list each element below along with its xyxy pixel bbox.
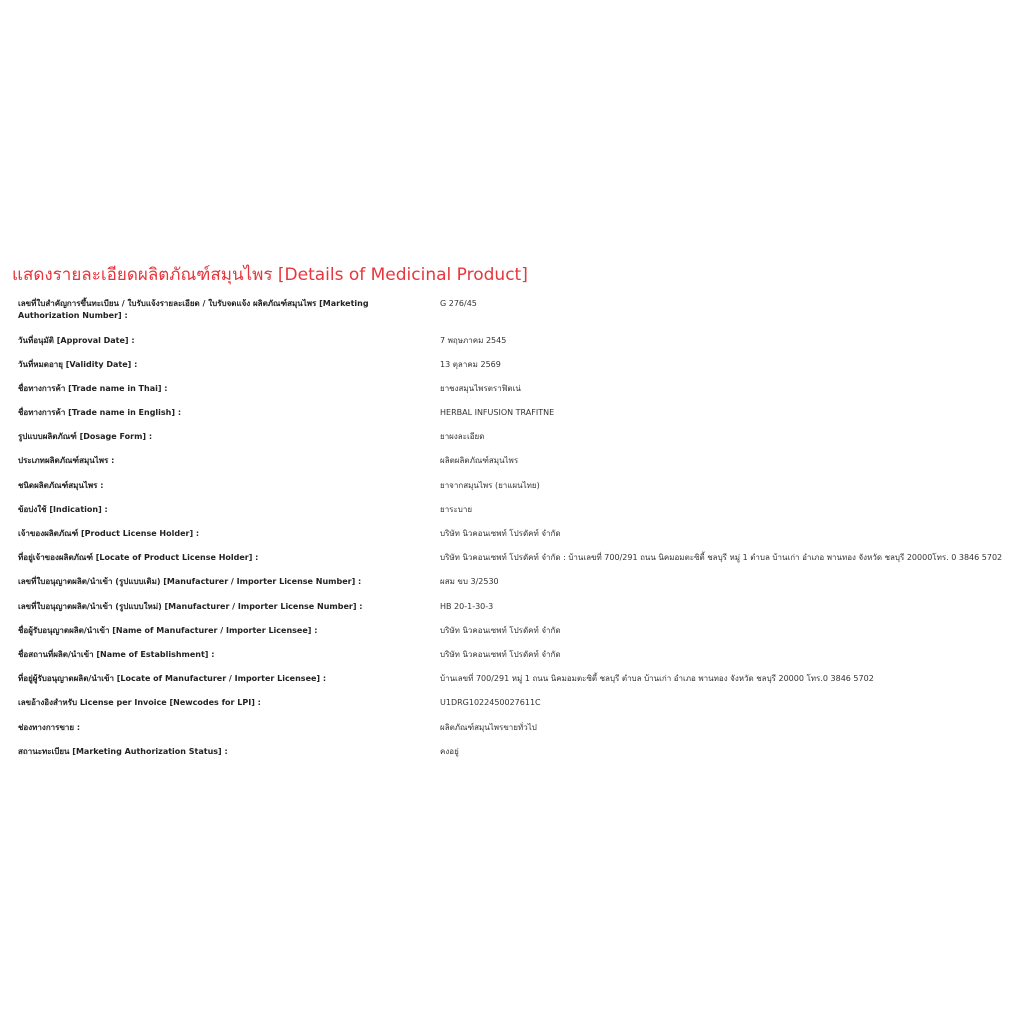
detail-row [18,453,1018,477]
row-value: ยาผงละเอียด [440,432,485,442]
row-value: ยาระบาย [440,504,473,514]
detail-row [18,478,1018,502]
detail-row [18,671,1018,695]
detail-row [18,381,1018,405]
row-value: ผสม ขบ 3/2530 [440,577,499,587]
row-label: ชื่อผู้รับอนุญาตผลิต/นำเข้า [Name of Manufacturer / Importer Licensee] : [18,625,318,635]
detail-row [18,333,1018,357]
row-value: บริษัท นิวคอนเซพท์ โปรดัคท์ จำกัด [440,529,561,538]
row-value: บริษัท นิวคอนเซพท์ โปรดัคท์ จำกัด [440,625,561,635]
row-value: ยาชงสมุนไพรตราฟิตเน่ [440,383,521,393]
row-label: ชื่อทางการค้า [Trade name in English] : [18,408,182,418]
row-value: ยาจากสมุนไพร (ยาแผนไทย) [440,480,540,490]
row-label: ข้อบ่งใช้ [Indication] : [18,504,108,514]
row-label: ชื่อสถานที่ผลิต/นำเข้า [Name of Establishment] : [18,649,215,659]
detail-row [18,296,1018,333]
row-label: เลขที่ใบสำคัญการขึ้นทะเบียน / ใบรับแจ้งรายละเอียด / ใบรับจดแจ้ง ผลิตภัณฑ์สมุนไพร [Marketing Authorization Number] : [18,299,369,320]
row-value: HERBAL INFUSION TRAFITNE [440,408,555,418]
detail-row [18,405,1018,429]
row-label: วันที่หมดอายุ [Validity Date] : [18,359,138,369]
detail-row [18,502,1018,526]
detail-row [18,526,1018,550]
row-label: วันที่อนุมัติ [Approval Date] : [18,335,135,345]
row-label: สถานะทะเบียน [Marketing Authorization Status] : [18,746,228,756]
detail-row [18,429,1018,453]
row-value: 7 พฤษภาคม 2545 [440,335,507,345]
row-label: ที่อยู่เจ้าของผลิตภัณฑ์ [Locate of Product License Holder] : [18,553,259,563]
row-value: 13 ตุลาคม 2569 [440,359,501,369]
detail-row [18,574,1018,598]
row-value: ผลิตภัณฑ์สมุนไพรขายทั่วไป [440,722,537,732]
detail-row [18,550,1018,574]
details-list [18,296,1018,768]
row-label: เลขที่ใบอนุญาตผลิต/นำเข้า (รูปแบบใหม่) [Manufacturer / Importer License Number] : [18,601,363,611]
detail-row [18,695,1018,719]
row-value: คงอยู่ [440,746,459,756]
detail-row [18,623,1018,647]
row-label: เจ้าของผลิตภัณฑ์ [Product License Holder] : [18,529,200,538]
row-value: บริษัท นิวคอนเซพท์ โปรดัคท์ จำกัด : บ้านเลขที่ 700/291 ถนน นิคมอมตะซิตี้ ชลบุรี หมู่ 1 ตำบล บ้านเก่า อำเภอ พานทอง จังหวัด ชลบุรี 20000โทร. 0 3846 5702 [440,553,1003,563]
row-label: ชื่อทางการค้า [Trade name in Thai] : [18,383,168,393]
row-label: ประเภทผลิตภัณฑ์สมุนไพร : [18,456,115,466]
row-label: ช่องทางการขาย : [18,722,81,732]
page-title: แสดงรายละเอียดผลิตภัณฑ์สมุนไพร [Details of Medicinal Product] [12,265,528,285]
detail-row [18,647,1018,671]
detail-row [18,599,1018,623]
detail-row [18,357,1018,381]
detail-row [18,744,1018,768]
row-value: บริษัท นิวคอนเซพท์ โปรดัคท์ จำกัด [440,649,561,659]
row-label: เลขที่ใบอนุญาตผลิต/นำเข้า (รูปแบบเดิม) [Manufacturer / Importer License Number] : [18,577,362,587]
row-value: บ้านเลขที่ 700/291 หมู่ 1 ถนน นิคมอมตะซิตี้ ชลบุรี ตำบล บ้านเก่า อำเภอ พานทอง จังหวัด ชลบุรี 20000 โทร.0 3846 5702 [440,674,874,684]
row-value: U1DRG1022450027611C [440,698,541,708]
row-value: G 276/45 [440,299,477,308]
row-label: ชนิดผลิตภัณฑ์สมุนไพร : [18,480,104,490]
row-value: HB 20-1-30-3 [440,601,494,611]
row-label: รูปแบบผลิตภัณฑ์ [Dosage Form] : [18,432,153,442]
row-label: เลขอ้างอิงสำหรับ License per Invoice [Newcodes for LPI] : [18,698,261,708]
detail-row [18,720,1018,744]
row-label: ที่อยู่ผู้รับอนุญาตผลิต/นำเข้า [Locate of Manufacturer / Importer Licensee] : [18,674,327,684]
row-value: ผลิตผลิตภัณฑ์สมุนไพร [440,456,519,466]
